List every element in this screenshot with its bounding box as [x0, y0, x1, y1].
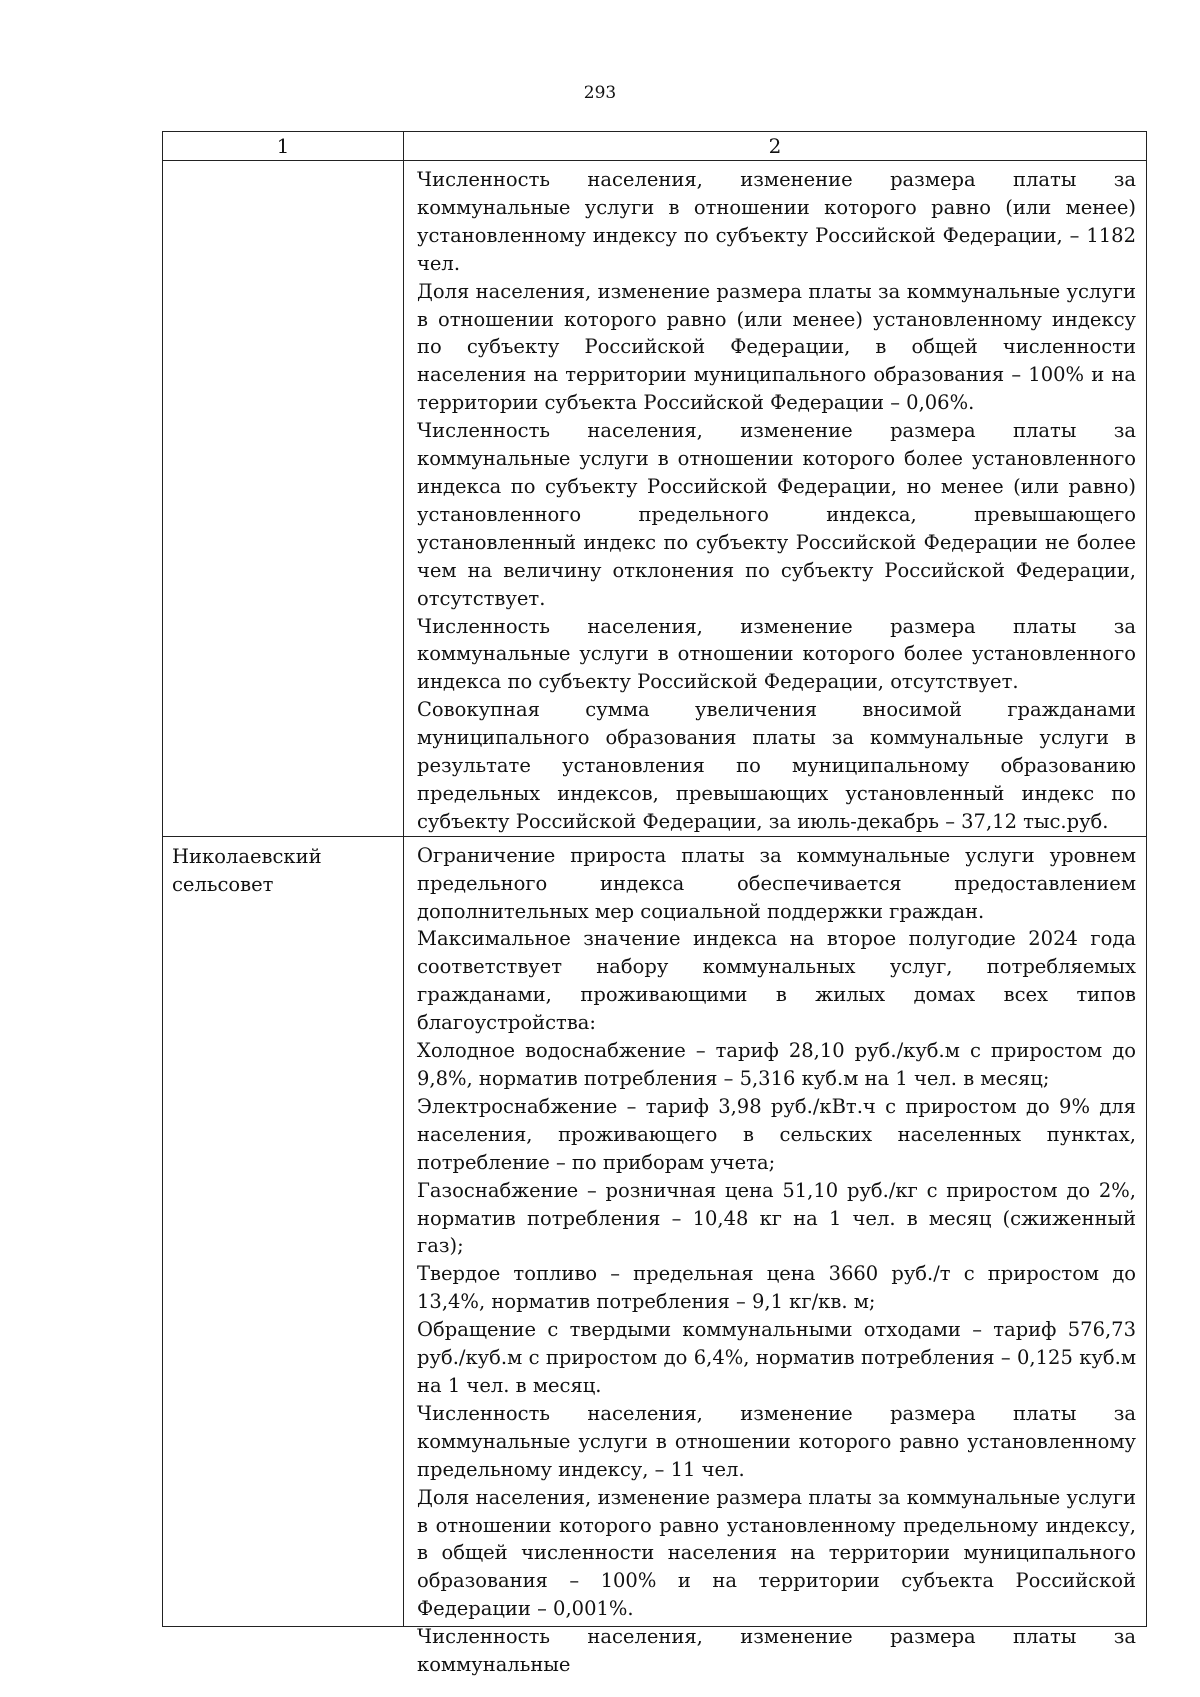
paragraph: Ограничение прироста платы за коммунальные услуги уровнем предельного индекса обеспечивается предоставлением дополнительных мер социальной поддержки граждан. — [417, 843, 1136, 923]
paragraph: Максимальное значение индекса на второе полугодие 2024 года соответствует набору коммунальных услуг, потребляемых гражданами, проживающими в жилых домах всех типов благоустройства: — [417, 927, 1136, 1035]
paragraph: Холодное водоснабжение – тариф 28,10 руб./куб.м с приростом до 9,8%, норматив потребления – 5,316 куб.м на 1 чел. в месяц; — [417, 1039, 1136, 1090]
table-row — [163, 836, 1147, 1626]
paragraph: Численность населения, изменение размера платы за коммунальные услуги в отношении которого более установленного индекса по субъекту Российской Федерации, но менее (или равно) установленного предельного индекса, превышающего установленный индекс по субъекту Российской Федерации не более чем на величину отклонения по субъекту Российской Федерации, отсутствует. — [417, 419, 1136, 610]
paragraph: Численность населения, изменение размера платы за коммунальные услуги в отношении которого равно установленному предельному индексу, – 11 чел. — [417, 1401, 1136, 1481]
paragraph: Численность населения, изменение размера платы за коммунальные — [417, 1625, 1136, 1677]
paragraph: Газоснабжение – розничная цена 51,10 руб./кг с приростом до 2%, норматив потребления – 10,48 кг на 1 чел. в месяц (сжиженный газ); — [417, 1178, 1136, 1258]
paragraph: Обращение с твердыми коммунальными отходами – тариф 576,73 руб./куб.м с приростом до 6,4%, норматив потребления – 0,125 куб.м на 1 чел. в месяц. — [417, 1318, 1136, 1397]
description-cell — [404, 161, 1147, 837]
column-header-2: 2 — [404, 132, 1147, 161]
paragraph: Доля населения, изменение размера платы за коммунальные услуги в отношении которого равно установленному предельному индексу, в общей численности населения на территории муниципального образования – 100% и на территории субъекта Российской Федерации – 0,001%. — [417, 1485, 1136, 1621]
page-number: 293 — [583, 83, 617, 103]
description-cell — [404, 836, 1147, 1677]
paragraph: Совокупная сумма увеличения вносимой гражданами муниципального образования платы за коммунальные услуги в результате установления по муниципальному образованию предельных индексов, превышающих установленный индекс по субъекту Российской Федерации, за июль-декабрь – 37,12 тыс.руб. — [417, 698, 1136, 833]
paragraph: Твердое топливо – предельная цена 3660 руб./т с приростом до 13,4%, норматив потребления – 9,1 кг/кв. м; — [417, 1262, 1136, 1314]
table-header-row — [163, 132, 1147, 161]
table-row — [163, 161, 1147, 837]
paragraph: Электроснабжение – тариф 3,98 руб./кВт.ч с приростом до 9% для населения, проживающего в сельских населенных пунктах, потребление – по приборам учета; — [417, 1094, 1136, 1174]
column-header-1: 1 — [163, 132, 404, 161]
municipality-cell — [163, 161, 404, 837]
data-table — [162, 131, 1147, 1677]
paragraph: Численность населения, изменение размера платы за коммунальные услуги в отношении которого равно (или менее) установленному индексу по субъекту Российской Федерации, – 1182 чел. — [417, 168, 1136, 275]
municipality-cell: Николаевский сельсовет — [163, 836, 404, 1626]
paragraph: Доля населения, изменение размера платы за коммунальные услуги в отношении которого равно (или менее) установленному индексу по субъекту Российской Федерации, в общей численности населения на территории муниципального образования – 100% и на территории субъекта Российской Федерации – 0,06%. — [417, 279, 1136, 415]
paragraph: Численность населения, изменение размера платы за коммунальные услуги в отношении которого более установленного индекса по субъекту Российской Федерации, отсутствует. — [417, 614, 1136, 694]
